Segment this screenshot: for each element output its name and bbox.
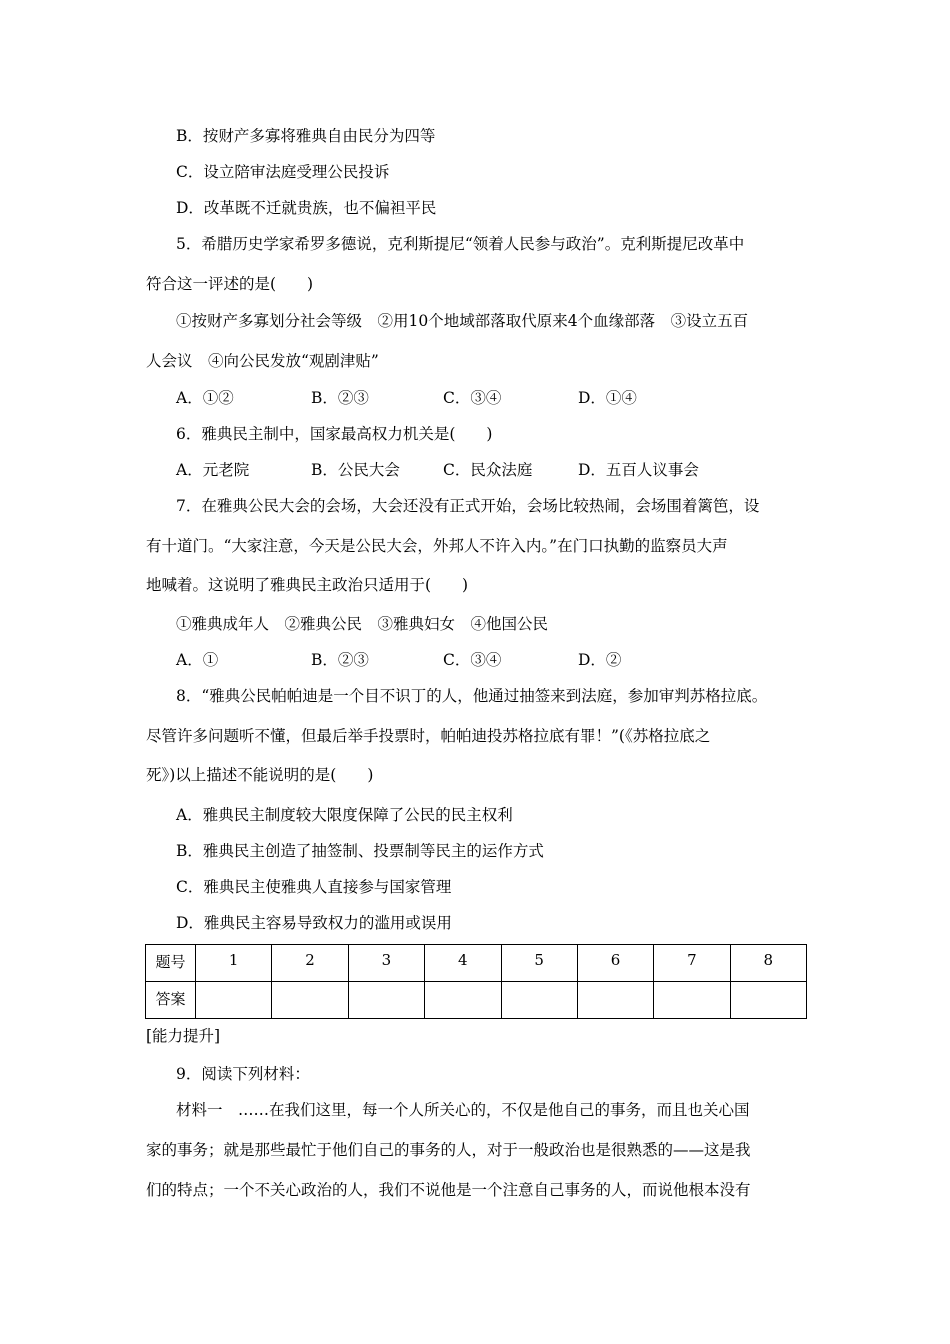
q5-stem-line1: 5．希腊历史学家希罗多德说，克利斯提尼“领着人民参与政治”。克利斯提尼改革中 [176, 235, 745, 253]
q6-stem: 6．雅典民主制中，国家最高权力机关是( ) [176, 425, 493, 443]
q5-option-c: C．③④ [443, 389, 502, 407]
table-cell-answer[interactable] [425, 982, 501, 1019]
table-cell-number: 5 [501, 945, 577, 982]
q5-items-line2: 人会议 ④向公民发放“观剧津贴” [146, 352, 379, 370]
q7-stem-line2: 有十道门。“大家注意，今天是公民大会，外邦人不许入内。”在门口执勤的监察员大声 [146, 537, 728, 555]
table-cell-number: 2 [272, 945, 348, 982]
q7-option-d: D．② [578, 651, 622, 669]
table-cell-answer[interactable] [272, 982, 348, 1019]
q5-stem-line2: 符合这一评述的是( ) [146, 275, 314, 293]
q6-option-b: B．公民大会 [311, 461, 400, 479]
q9-material-line3: 们的特点；一个不关心政治的人，我们不说他是一个注意自己事务的人，而说他根本没有 [146, 1181, 751, 1199]
table-cell-number: 8 [730, 945, 806, 982]
q6-option-c: C．民众法庭 [443, 461, 533, 479]
q5-option-b: B．②③ [311, 389, 369, 407]
table-cell-number: 3 [348, 945, 424, 982]
q6-option-d: D．五百人议事会 [578, 461, 699, 479]
table-label-number: 题号 [146, 945, 196, 982]
table-label-answer: 答案 [146, 982, 196, 1019]
q5-items-line1: ①按财产多寡划分社会等级 ②用10个地域部落取代原来4个血缘部落 ③设立五百 [176, 312, 749, 330]
section-title: [能力提升] [146, 1027, 221, 1045]
q8-option-b: B．雅典民主创造了抽签制、投票制等民主的运作方式 [176, 842, 544, 860]
q8-option-a: A．雅典民主制度较大限度保障了公民的民主权利 [176, 806, 513, 824]
table-row-answers [146, 982, 807, 1019]
table-cell-number: 4 [425, 945, 501, 982]
table-cell-answer[interactable] [348, 982, 424, 1019]
q4-option-c: C．设立陪审法庭受理公民投诉 [176, 163, 390, 181]
table-row-numbers [146, 945, 807, 982]
q8-stem-line1: 8．“雅典公民帕帕迪是一个目不识丁的人，他通过抽签来到法庭，参加审判苏格拉底。 [176, 687, 768, 705]
q5-option-a: A．①② [176, 389, 234, 407]
q7-stem-line3: 地喊着。这说明了雅典民主政治只适用于( ) [146, 576, 469, 594]
q7-stem-line1: 7．在雅典公民大会的会场，大会还没有正式开始，会场比较热闹，会场围着篱笆，设 [176, 497, 760, 515]
table-cell-answer[interactable] [654, 982, 730, 1019]
q6-option-a: A．元老院 [176, 461, 250, 479]
q7-option-c: C．③④ [443, 651, 502, 669]
table-cell-answer[interactable] [501, 982, 577, 1019]
q4-option-d: D．改革既不迁就贵族，也不偏袒平民 [176, 199, 437, 217]
q7-option-a: A．① [176, 651, 219, 669]
table-cell-answer[interactable] [196, 982, 272, 1019]
q9-material-line2: 家的事务；就是那些最忙于他们自己的事务的人，对于一般政治也是很熟悉的——这是我 [146, 1141, 751, 1159]
table-cell-number: 1 [196, 945, 272, 982]
q5-option-d: D．①④ [578, 389, 637, 407]
table-cell-number: 7 [654, 945, 730, 982]
q8-stem-line2: 尽管许多问题听不懂，但最后举手投票时，帕帕迪投苏格拉底有罪！”(《苏格拉底之 [146, 727, 711, 745]
q8-option-d: D．雅典民主容易导致权力的滥用或误用 [176, 914, 452, 932]
q7-items: ①雅典成年人 ②雅典公民 ③雅典妇女 ④他国公民 [176, 615, 549, 633]
table-cell-answer[interactable] [577, 982, 653, 1019]
answer-table [145, 944, 807, 1019]
q4-option-b: B．按财产多寡将雅典自由民分为四等 [176, 127, 436, 145]
q7-option-b: B．②③ [311, 651, 369, 669]
q9-material-line1: 材料一 ……在我们这里，每一个人所关心的，不仅是他自己的事务，而且也关心国 [176, 1101, 750, 1119]
q8-stem-line3: 死》)以上描述不能说明的是( ) [146, 766, 374, 784]
q9-stem: 9．阅读下列材料： [176, 1065, 310, 1083]
table-cell-answer[interactable] [730, 982, 806, 1019]
q8-option-c: C．雅典民主使雅典人直接参与国家管理 [176, 878, 452, 896]
table-cell-number: 6 [577, 945, 653, 982]
